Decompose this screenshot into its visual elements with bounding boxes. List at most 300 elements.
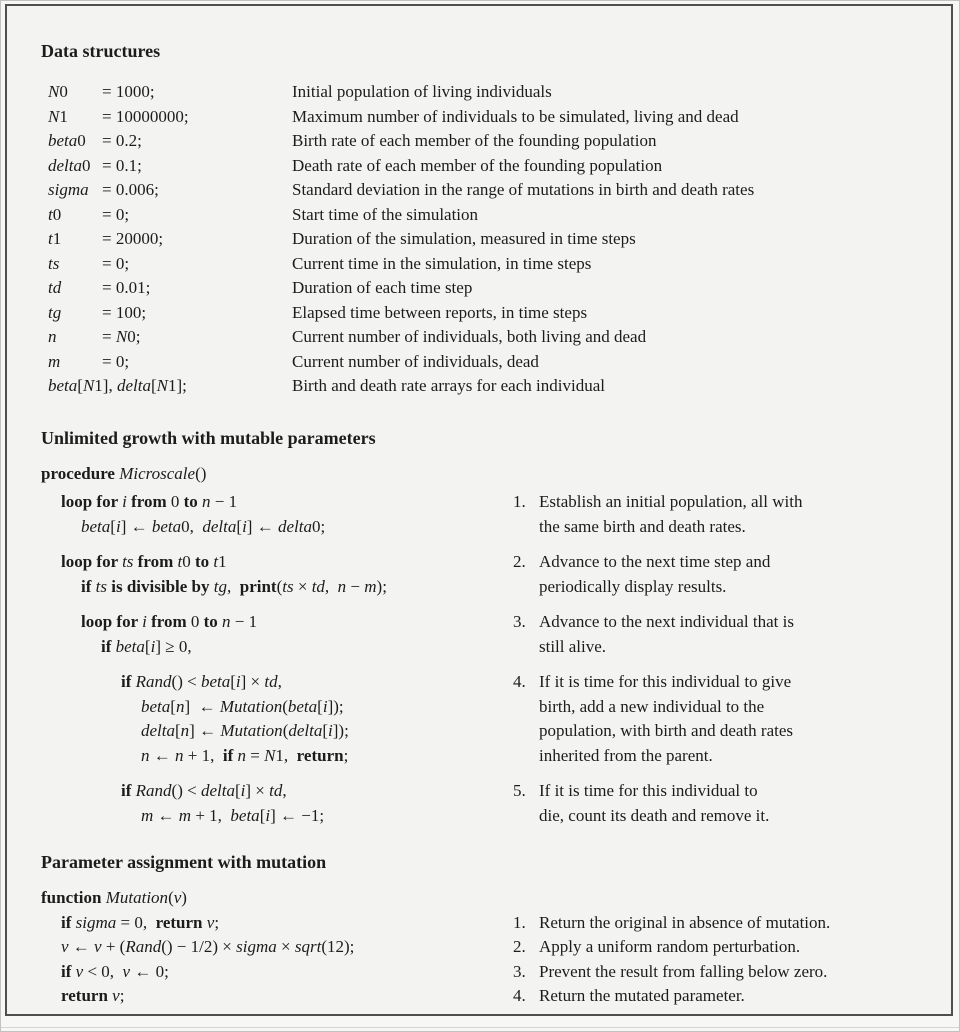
text-segment: N — [48, 106, 60, 126]
text-segment: = — [245, 745, 265, 765]
text-segment: [ — [234, 781, 241, 800]
text-segment: ] ← — [184, 696, 220, 716]
text-segment: ts — [122, 552, 134, 571]
text-segment: 0 — [170, 492, 180, 511]
text-segment: n — [222, 612, 231, 631]
text-segment: i — [142, 612, 147, 631]
data-structure-row — [48, 178, 931, 203]
text-segment: ( — [276, 576, 283, 596]
step-annotation-text: If it is time for this individual to give birth, add a new individual to the population, with birth and death rates inherited from the parent. — [539, 672, 793, 765]
data-structure-row — [48, 325, 931, 350]
growth-procedure-title: Unlimited growth with mutable parameters — [41, 427, 376, 448]
text-segment: 0; — [127, 327, 141, 346]
text-segment: ← — [149, 745, 175, 765]
text-segment: = 0.2; — [102, 131, 142, 150]
step-annotation-text: Return the mutated parameter. — [539, 986, 745, 1005]
text-segment: − 1 — [210, 492, 238, 511]
data-structure-row — [48, 350, 931, 375]
text-segment: + ( — [101, 937, 126, 956]
text-segment: [ — [110, 516, 116, 536]
step-annotation — [513, 490, 905, 539]
text-segment: = 0; — [102, 204, 130, 224]
text-segment: 0 — [82, 155, 91, 175]
pseudocode-line — [41, 719, 513, 744]
text-segment: tg — [213, 576, 227, 596]
text-segment: ] ≥ 0, — [155, 636, 192, 656]
text-segment: ; — [214, 912, 220, 932]
procedure-declaration-line — [41, 462, 931, 487]
step-number: 1. — [513, 912, 526, 932]
variable-value — [102, 178, 292, 203]
text-segment: loop for — [81, 612, 143, 631]
text-segment: = 0.1; — [102, 155, 142, 175]
text-segment: 0 — [52, 204, 62, 224]
code-step-group — [41, 490, 931, 539]
text-segment: ← — [153, 805, 179, 825]
pseudocode-line — [41, 744, 513, 769]
variable-name — [48, 80, 102, 105]
pseudocode-line — [41, 575, 513, 600]
step-number: 5. — [513, 781, 526, 800]
variable-name — [48, 203, 102, 228]
text-segment: n — [175, 696, 185, 716]
text-segment: = 0.006; — [102, 180, 159, 199]
text-segment: Rand — [135, 781, 172, 800]
variable-description: Birth and death rate arrays for each individual — [292, 376, 605, 395]
text-segment: delta — [288, 721, 323, 740]
data-structure-row — [48, 276, 931, 301]
pseudocode-line — [41, 779, 513, 804]
text-segment: , — [277, 672, 282, 691]
data-structures-section — [41, 39, 931, 399]
text-segment: [ — [236, 516, 243, 536]
variable-name — [48, 252, 102, 277]
text-segment: ts — [95, 576, 107, 596]
text-segment: = 0, — [116, 912, 156, 932]
text-segment: ← — [68, 937, 95, 956]
text-segment: if — [81, 576, 96, 596]
text-segment: 1, — [275, 745, 297, 765]
variable-value — [102, 129, 292, 154]
text-segment: return — [296, 745, 344, 765]
text-segment: beta — [81, 516, 111, 536]
text-segment: sigma — [75, 912, 117, 932]
text-segment: if — [121, 672, 136, 691]
text-segment: if — [222, 745, 238, 765]
text-segment: delta — [116, 376, 151, 395]
step-number: 2. — [513, 552, 526, 571]
text-segment: 0 — [182, 552, 191, 571]
data-structure-row — [48, 80, 931, 105]
text-segment: + 1, — [183, 745, 223, 765]
text-segment: ; — [119, 986, 125, 1005]
text-segment: v — [75, 961, 84, 981]
data-structure-row — [48, 374, 931, 399]
function-body — [41, 911, 931, 1009]
code-column — [41, 670, 513, 768]
text-segment: beta — [200, 672, 231, 691]
code-step-group — [41, 779, 931, 828]
data-structure-row — [48, 203, 931, 228]
text-segment: () − 1/2) × — [161, 937, 237, 956]
mutation-function-section — [41, 850, 931, 1009]
text-segment: N — [115, 327, 128, 346]
text-segment: to — [199, 612, 223, 631]
variable-description: Maximum number of individuals to be simulated, living and dead — [292, 106, 739, 126]
variable-value — [102, 325, 292, 350]
text-segment: t — [48, 229, 53, 248]
text-segment: [ — [230, 672, 236, 691]
code-column — [41, 935, 513, 960]
text-segment: , — [282, 781, 287, 800]
text-segment: v — [206, 912, 215, 932]
variable-name — [48, 154, 102, 179]
variable-description: Duration of the simulation, measured in time steps — [292, 229, 636, 248]
text-segment: , — [324, 576, 338, 596]
text-segment: ]); — [332, 721, 349, 740]
step-number: 1. — [513, 492, 526, 511]
text-segment: [ — [322, 721, 329, 740]
step-number: 3. — [513, 961, 526, 981]
text-segment: beta — [141, 696, 171, 716]
data-structure-row — [48, 252, 931, 277]
data-structure-row — [48, 301, 931, 326]
text-segment: delta — [141, 721, 175, 740]
text-segment: td — [48, 278, 62, 297]
code-step-group — [41, 550, 931, 599]
text-segment: is divisible by — [106, 576, 214, 596]
text-segment: sigma — [236, 937, 277, 956]
text-segment: Mutation — [219, 696, 283, 716]
code-step-row — [41, 911, 931, 936]
text-segment: i — [265, 805, 271, 825]
variable-description: Death rate of each member of the founding population — [292, 155, 663, 175]
pseudocode-line — [41, 670, 513, 695]
text-segment: < 0, — [83, 961, 123, 981]
data-structures-table — [48, 80, 931, 399]
text-segment: return — [155, 912, 207, 932]
text-segment: ( — [282, 696, 288, 716]
pseudocode-line — [41, 804, 513, 829]
code-column — [41, 984, 513, 1009]
text-segment: ] ← −1; — [270, 805, 325, 825]
variable-value — [102, 105, 292, 130]
pseudocode-line — [41, 984, 513, 1009]
variable-value — [102, 252, 292, 277]
text-segment: = 0; — [102, 351, 130, 371]
code-step-row — [41, 935, 931, 960]
listing-frame — [5, 4, 953, 1016]
text-segment: beta — [48, 376, 78, 395]
text-segment: m — [141, 805, 154, 825]
text-segment: Microscale — [119, 463, 196, 483]
step-annotation — [513, 670, 905, 768]
variable-name — [48, 276, 102, 301]
text-segment: 0 — [190, 612, 200, 631]
text-segment: 0, — [181, 516, 203, 536]
text-segment: beta — [115, 636, 145, 656]
text-segment: [ — [150, 376, 157, 395]
text-segment: = 0.01; — [102, 278, 151, 297]
text-segment: = 20000; — [102, 229, 164, 248]
step-annotation-text: Prevent the result from falling below zero. — [539, 961, 828, 981]
text-segment: i — [115, 516, 121, 536]
text-segment: from — [133, 552, 178, 571]
text-segment: 1], — [94, 376, 117, 395]
text-segment: 1 — [218, 552, 227, 571]
variable-value — [102, 350, 292, 375]
step-annotation — [513, 911, 830, 936]
text-segment: = 0; — [102, 253, 130, 273]
variable-description: Initial population of living individuals — [292, 82, 552, 101]
text-segment: delta — [202, 516, 237, 536]
text-segment: if — [121, 781, 136, 800]
data-structure-row — [48, 227, 931, 252]
code-step-group — [41, 610, 931, 659]
pseudocode-line — [41, 610, 513, 635]
code-column — [41, 490, 513, 539]
text-segment: 0; — [311, 516, 326, 536]
text-segment: loop for — [61, 492, 123, 511]
text-segment: ); — [376, 576, 387, 596]
text-segment: td — [269, 781, 283, 800]
data-structures-title: Data structures — [41, 41, 161, 61]
text-segment: to — [179, 492, 203, 511]
text-segment: ) — [181, 888, 187, 907]
variable-value — [102, 276, 292, 301]
text-segment: + 1, — [191, 805, 231, 825]
text-segment: if — [61, 912, 76, 932]
text-segment: n — [175, 745, 184, 765]
text-segment: v — [173, 888, 182, 907]
text-segment: ] ← — [189, 721, 221, 740]
text-segment: beta — [287, 696, 318, 716]
text-segment: 0 — [59, 82, 68, 101]
page-bottom-edge — [1, 1027, 959, 1028]
growth-procedure-section — [41, 426, 931, 829]
variable-description: Start time of the simulation — [292, 204, 479, 224]
text-segment: delta — [277, 516, 312, 536]
text-segment: × — [276, 937, 295, 956]
text-segment: t — [48, 204, 53, 224]
text-segment: () — [195, 463, 207, 483]
text-segment: () < — [171, 672, 201, 691]
step-annotation-text: Establish an initial population, all with the same birth and death rates. — [539, 492, 803, 536]
text-segment: Rand — [125, 937, 162, 956]
text-segment: sqrt — [294, 937, 322, 956]
text-segment: i — [322, 696, 328, 716]
text-segment: , — [226, 576, 240, 596]
pseudocode-line — [41, 935, 513, 960]
text-segment: v — [112, 986, 120, 1005]
code-step-row — [41, 960, 931, 985]
text-segment: i — [242, 516, 247, 536]
step-annotation — [513, 779, 905, 828]
step-number: 4. — [513, 672, 526, 691]
text-segment: ] × — [245, 781, 270, 800]
text-segment: delta — [48, 155, 82, 175]
code-step-group — [41, 670, 931, 768]
mutation-function-title: Parameter assignment with mutation — [41, 852, 327, 872]
text-segment: ] × — [240, 672, 265, 691]
text-segment: if — [61, 961, 76, 981]
pseudocode-line — [41, 550, 513, 575]
variable-description: Current time in the simulation, in time steps — [292, 253, 592, 273]
text-segment: ( — [168, 888, 174, 907]
text-segment: i — [240, 781, 246, 800]
text-segment: 0 — [77, 131, 86, 150]
text-segment: N — [48, 82, 60, 101]
text-segment: tg — [48, 302, 62, 322]
text-segment: Mutation — [105, 888, 169, 907]
text-segment: ] ← — [120, 516, 152, 536]
text-segment: 1 — [59, 106, 68, 126]
pseudocode-line — [41, 490, 513, 515]
pseudocode-line — [41, 911, 513, 936]
text-segment: [ — [317, 696, 323, 716]
text-segment: − — [346, 576, 365, 596]
pseudocode-line — [41, 635, 513, 660]
text-segment: [ — [170, 696, 176, 716]
text-segment: Mutation — [220, 721, 283, 740]
variable-name — [48, 178, 102, 203]
text-segment: n — [337, 576, 347, 596]
variable-value — [102, 301, 292, 326]
step-annotation — [513, 610, 905, 659]
text-segment: function — [41, 888, 106, 907]
code-column — [41, 960, 513, 985]
text-segment: [ — [175, 721, 181, 740]
step-annotation-text: If it is time for this individual to die, count its death and remove it. — [539, 781, 770, 825]
variable-description: Standard deviation in the range of mutations in birth and death rates — [292, 180, 755, 199]
step-annotation-text: Apply a uniform random perturbation. — [539, 937, 801, 956]
text-segment: ts — [282, 576, 294, 596]
text-segment: ]); — [327, 696, 344, 716]
text-segment: = 100; — [102, 302, 147, 322]
data-structure-row — [48, 105, 931, 130]
step-annotation-text: Return the original in absence of mutation. — [539, 912, 831, 932]
text-segment: ( — [282, 721, 289, 740]
variable-name — [48, 105, 102, 130]
text-segment: × — [293, 576, 312, 596]
text-segment: print — [239, 576, 277, 596]
text-segment: N — [82, 376, 95, 395]
text-segment: 1 — [52, 229, 62, 248]
pseudocode-line — [41, 515, 513, 540]
text-segment: = 1000; — [102, 82, 155, 101]
code-column — [41, 779, 513, 828]
text-segment: N — [156, 376, 168, 395]
text-segment: = — [102, 327, 116, 346]
variable-description: Duration of each time step — [292, 278, 473, 297]
text-segment: if — [101, 636, 116, 656]
text-segment: to — [190, 552, 214, 571]
text-segment: n — [180, 721, 190, 740]
variable-name — [48, 227, 102, 252]
step-annotation — [513, 550, 905, 599]
text-segment: n — [237, 745, 246, 765]
text-segment: procedure — [41, 463, 120, 483]
variable-description: Current number of individuals, dead — [292, 351, 539, 371]
pseudocode-line — [41, 695, 513, 720]
text-segment: ts — [48, 253, 60, 273]
text-segment: Rand — [135, 672, 172, 691]
text-segment: n — [141, 745, 150, 765]
variable-description: Birth rate of each member of the founding population — [292, 131, 657, 150]
text-segment: from — [126, 492, 171, 511]
data-structure-row — [48, 154, 931, 179]
variable-name — [48, 374, 292, 399]
text-segment: i — [328, 721, 333, 740]
text-segment: t — [213, 552, 219, 571]
text-segment: ; — [343, 745, 349, 765]
variable-value — [102, 154, 292, 179]
code-step-row — [41, 984, 931, 1009]
variable-description: Current number of individuals, both living and dead — [292, 327, 647, 346]
text-segment: beta — [230, 805, 260, 825]
step-annotation — [513, 984, 745, 1009]
variable-name — [48, 325, 102, 350]
text-segment: = 10000000; — [102, 106, 189, 126]
pseudocode-line — [41, 960, 513, 985]
text-segment: ] ← — [246, 516, 278, 536]
data-structure-row — [48, 129, 931, 154]
text-segment: td — [264, 672, 278, 691]
variable-value — [102, 203, 292, 228]
text-segment: [ — [259, 805, 266, 825]
text-segment: loop for — [61, 552, 123, 571]
procedure-body — [41, 490, 931, 828]
code-column — [41, 911, 513, 936]
text-segment: beta — [151, 516, 182, 536]
text-segment: 1]; — [167, 376, 187, 395]
text-segment: v — [122, 961, 131, 981]
text-segment: i — [235, 672, 241, 691]
text-segment: (12); — [321, 937, 355, 956]
text-segment: N — [264, 745, 276, 765]
step-annotation — [513, 960, 827, 985]
text-segment: − 1 — [230, 612, 258, 631]
variable-name — [48, 350, 102, 375]
variable-name — [48, 301, 102, 326]
step-annotation-text: Advance to the next individual that is still alive. — [539, 612, 794, 656]
text-segment: sigma — [48, 180, 89, 199]
text-segment: t — [177, 552, 183, 571]
step-number: 2. — [513, 937, 526, 956]
text-segment: beta — [48, 131, 78, 150]
text-segment: n — [48, 327, 57, 346]
variable-name — [48, 129, 102, 154]
text-segment: () < — [171, 781, 201, 800]
text-segment: i — [122, 492, 127, 511]
text-segment: delta — [200, 781, 235, 800]
text-segment: v — [94, 937, 102, 956]
code-column — [41, 610, 513, 659]
text-segment: m — [364, 576, 377, 596]
text-segment: [ — [77, 376, 83, 395]
text-segment: m — [48, 351, 61, 371]
text-segment: i — [150, 636, 156, 656]
variable-value — [102, 227, 292, 252]
variable-description: Elapsed time between reports, in time steps — [292, 302, 588, 322]
step-number: 3. — [513, 612, 526, 631]
text-segment: td — [311, 576, 325, 596]
text-segment: m — [178, 805, 192, 825]
text-segment: [ — [144, 636, 151, 656]
function-declaration-line — [41, 886, 931, 911]
text-segment: v — [61, 937, 69, 956]
text-segment: return — [61, 986, 113, 1005]
